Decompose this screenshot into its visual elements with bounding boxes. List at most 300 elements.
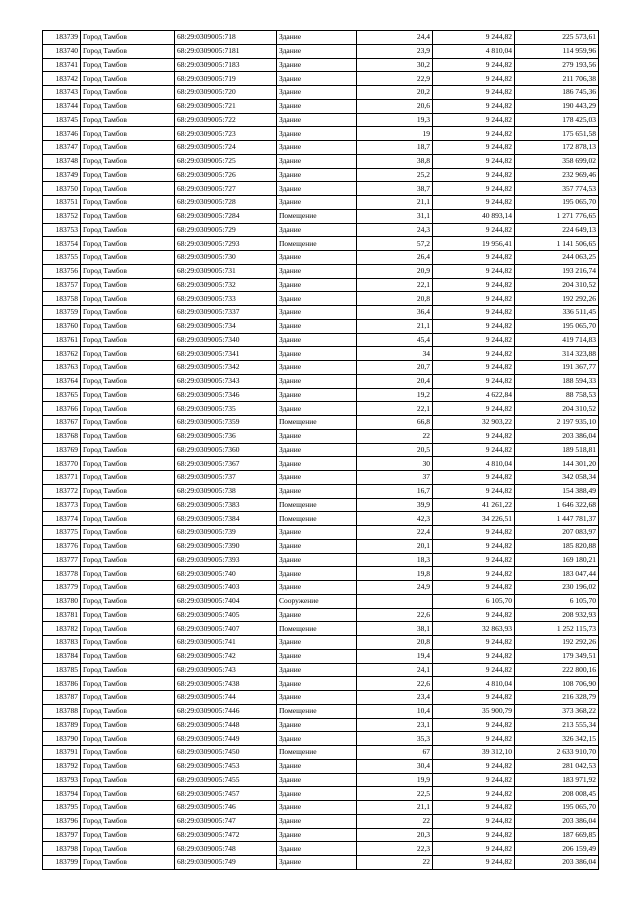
specific-value-cell: 9 244,82 xyxy=(433,553,515,567)
row-number-cell: 183796 xyxy=(43,814,81,828)
cadastral-number-cell: 68:29:0309005:740 xyxy=(175,567,277,581)
area-cell xyxy=(357,594,433,608)
locality-cell: Город Тамбов xyxy=(81,746,175,760)
locality-cell: Город Тамбов xyxy=(81,319,175,333)
cadastral-number-cell: 68:29:0309005:7284 xyxy=(175,209,277,223)
area-cell: 20,9 xyxy=(357,264,433,278)
cadastral-value-cell: 169 180,21 xyxy=(515,553,599,567)
row-number-cell: 183754 xyxy=(43,237,81,251)
specific-value-cell: 9 244,82 xyxy=(433,72,515,86)
specific-value-cell: 9 244,82 xyxy=(433,663,515,677)
table-row xyxy=(43,828,599,842)
cadastral-value-cell: 213 555,34 xyxy=(515,718,599,732)
row-number-cell: 183757 xyxy=(43,278,81,292)
object-type-cell: Здание xyxy=(277,526,357,540)
area-cell: 36,4 xyxy=(357,306,433,320)
object-type-cell: Помещение xyxy=(277,746,357,760)
cadastral-value-cell: 195 065,70 xyxy=(515,196,599,210)
cadastral-number-cell: 68:29:0309005:742 xyxy=(175,649,277,663)
object-type-cell: Помещение xyxy=(277,498,357,512)
area-cell: 20,5 xyxy=(357,443,433,457)
specific-value-cell: 32 903,22 xyxy=(433,416,515,430)
cadastral-value-cell: 222 800,16 xyxy=(515,663,599,677)
table-row xyxy=(43,306,599,320)
area-cell: 18,7 xyxy=(357,141,433,155)
object-type-cell: Здание xyxy=(277,113,357,127)
object-type-cell: Здание xyxy=(277,567,357,581)
row-number-cell: 183758 xyxy=(43,292,81,306)
object-type-cell: Здание xyxy=(277,154,357,168)
locality-cell: Город Тамбов xyxy=(81,759,175,773)
row-number-cell: 183780 xyxy=(43,594,81,608)
cadastral-number-cell: 68:29:0309005:7181 xyxy=(175,44,277,58)
cadastral-number-cell: 68:29:0309005:7404 xyxy=(175,594,277,608)
cadastral-value-cell: 191 367,77 xyxy=(515,361,599,375)
specific-value-cell: 9 244,82 xyxy=(433,99,515,113)
specific-value-cell: 9 244,82 xyxy=(433,347,515,361)
object-type-cell: Помещение xyxy=(277,237,357,251)
table-row xyxy=(43,581,599,595)
cadastral-value-cell: 6 105,70 xyxy=(515,594,599,608)
object-type-cell: Здание xyxy=(277,141,357,155)
specific-value-cell: 9 244,82 xyxy=(433,374,515,388)
area-cell: 35,3 xyxy=(357,732,433,746)
locality-cell: Город Тамбов xyxy=(81,677,175,691)
locality-cell: Город Тамбов xyxy=(81,649,175,663)
row-number-cell: 183748 xyxy=(43,154,81,168)
cadastral-value-cell: 225 573,61 xyxy=(515,31,599,45)
row-number-cell: 183765 xyxy=(43,388,81,402)
locality-cell: Город Тамбов xyxy=(81,237,175,251)
cadastral-value-cell: 175 651,58 xyxy=(515,127,599,141)
area-cell: 24,9 xyxy=(357,581,433,595)
cadastral-number-cell: 68:29:0309005:7403 xyxy=(175,581,277,595)
area-cell: 38,1 xyxy=(357,622,433,636)
locality-cell: Город Тамбов xyxy=(81,732,175,746)
locality-cell: Город Тамбов xyxy=(81,567,175,581)
specific-value-cell: 9 244,82 xyxy=(433,636,515,650)
locality-cell: Город Тамбов xyxy=(81,828,175,842)
row-number-cell: 183739 xyxy=(43,31,81,45)
locality-cell: Город Тамбов xyxy=(81,141,175,155)
area-cell: 20,4 xyxy=(357,374,433,388)
area-cell: 20,6 xyxy=(357,99,433,113)
row-number-cell: 183752 xyxy=(43,209,81,223)
locality-cell: Город Тамбов xyxy=(81,691,175,705)
table-body xyxy=(43,31,599,870)
cadastral-value-cell: 230 196,02 xyxy=(515,581,599,595)
object-type-cell: Здание xyxy=(277,649,357,663)
row-number-cell: 183767 xyxy=(43,416,81,430)
table-row xyxy=(43,333,599,347)
cadastral-number-cell: 68:29:0309005:731 xyxy=(175,264,277,278)
row-number-cell: 183759 xyxy=(43,306,81,320)
cadastral-value-cell: 114 959,96 xyxy=(515,44,599,58)
specific-value-cell: 39 312,10 xyxy=(433,746,515,760)
area-cell: 66,8 xyxy=(357,416,433,430)
table-row xyxy=(43,718,599,732)
object-type-cell: Здание xyxy=(277,677,357,691)
cadastral-number-cell: 68:29:0309005:726 xyxy=(175,168,277,182)
object-type-cell: Здание xyxy=(277,457,357,471)
row-number-cell: 183768 xyxy=(43,429,81,443)
area-cell: 45,4 xyxy=(357,333,433,347)
locality-cell: Город Тамбов xyxy=(81,86,175,100)
locality-cell: Город Тамбов xyxy=(81,718,175,732)
table-row xyxy=(43,264,599,278)
table-row xyxy=(43,99,599,113)
cadastral-number-cell: 68:29:0309005:739 xyxy=(175,526,277,540)
locality-cell: Город Тамбов xyxy=(81,801,175,815)
object-type-cell: Здание xyxy=(277,333,357,347)
locality-cell: Город Тамбов xyxy=(81,402,175,416)
cadastral-number-cell: 68:29:0309005:738 xyxy=(175,484,277,498)
cadastral-value-cell: 183 971,92 xyxy=(515,773,599,787)
row-number-cell: 183771 xyxy=(43,471,81,485)
cadastral-number-cell: 68:29:0309005:7407 xyxy=(175,622,277,636)
specific-value-cell: 4 810,04 xyxy=(433,44,515,58)
cadastral-number-cell: 68:29:0309005:7453 xyxy=(175,759,277,773)
table-row xyxy=(43,856,599,870)
object-type-cell: Здание xyxy=(277,347,357,361)
row-number-cell: 183744 xyxy=(43,99,81,113)
object-type-cell: Помещение xyxy=(277,512,357,526)
area-cell: 21,1 xyxy=(357,801,433,815)
specific-value-cell: 9 244,82 xyxy=(433,113,515,127)
specific-value-cell: 9 244,82 xyxy=(433,581,515,595)
object-type-cell: Здание xyxy=(277,99,357,113)
object-type-cell: Здание xyxy=(277,72,357,86)
locality-cell: Город Тамбов xyxy=(81,594,175,608)
cadastral-value-cell: 186 745,36 xyxy=(515,86,599,100)
cadastral-value-cell: 208 008,45 xyxy=(515,787,599,801)
area-cell: 21,1 xyxy=(357,196,433,210)
specific-value-cell: 9 244,82 xyxy=(433,608,515,622)
object-type-cell: Здание xyxy=(277,319,357,333)
locality-cell: Город Тамбов xyxy=(81,512,175,526)
object-type-cell: Здание xyxy=(277,718,357,732)
cadastral-number-cell: 68:29:0309005:7360 xyxy=(175,443,277,457)
cadastral-value-cell: 1 141 506,65 xyxy=(515,237,599,251)
specific-value-cell: 9 244,82 xyxy=(433,539,515,553)
area-cell: 22,5 xyxy=(357,787,433,801)
locality-cell: Город Тамбов xyxy=(81,814,175,828)
locality-cell: Город Тамбов xyxy=(81,787,175,801)
cadastral-number-cell: 68:29:0309005:723 xyxy=(175,127,277,141)
area-cell: 19,3 xyxy=(357,113,433,127)
specific-value-cell: 9 244,82 xyxy=(433,526,515,540)
row-number-cell: 183764 xyxy=(43,374,81,388)
object-type-cell: Здание xyxy=(277,402,357,416)
specific-value-cell: 9 244,82 xyxy=(433,402,515,416)
table-row xyxy=(43,113,599,127)
area-cell: 10,4 xyxy=(357,704,433,718)
area-cell: 22,1 xyxy=(357,402,433,416)
table-row xyxy=(43,814,599,828)
object-type-cell: Помещение xyxy=(277,416,357,430)
cadastral-value-cell: 208 932,93 xyxy=(515,608,599,622)
object-type-cell: Здание xyxy=(277,484,357,498)
area-cell: 19,9 xyxy=(357,773,433,787)
specific-value-cell: 4 810,04 xyxy=(433,457,515,471)
area-cell: 22,4 xyxy=(357,526,433,540)
cadastral-number-cell: 68:29:0309005:7383 xyxy=(175,498,277,512)
object-type-cell: Здание xyxy=(277,581,357,595)
area-cell: 30,2 xyxy=(357,58,433,72)
row-number-cell: 183792 xyxy=(43,759,81,773)
specific-value-cell: 9 244,82 xyxy=(433,361,515,375)
table-row xyxy=(43,223,599,237)
cadastral-number-cell: 68:29:0309005:7384 xyxy=(175,512,277,526)
row-number-cell: 183778 xyxy=(43,567,81,581)
object-type-cell: Помещение xyxy=(277,209,357,223)
specific-value-cell: 9 244,82 xyxy=(433,154,515,168)
object-type-cell: Здание xyxy=(277,31,357,45)
cadastral-value-cell: 207 083,97 xyxy=(515,526,599,540)
cadastral-value-cell: 192 292,26 xyxy=(515,636,599,650)
object-type-cell: Здание xyxy=(277,732,357,746)
row-number-cell: 183763 xyxy=(43,361,81,375)
cadastral-number-cell: 68:29:0309005:718 xyxy=(175,31,277,45)
cadastral-number-cell: 68:29:0309005:734 xyxy=(175,319,277,333)
cadastral-value-cell: 188 594,33 xyxy=(515,374,599,388)
specific-value-cell: 9 244,82 xyxy=(433,787,515,801)
cadastral-number-cell: 68:29:0309005:725 xyxy=(175,154,277,168)
area-cell: 39,9 xyxy=(357,498,433,512)
locality-cell: Город Тамбов xyxy=(81,842,175,856)
locality-cell: Город Тамбов xyxy=(81,168,175,182)
specific-value-cell: 9 244,82 xyxy=(433,691,515,705)
locality-cell: Город Тамбов xyxy=(81,72,175,86)
specific-value-cell: 4 810,04 xyxy=(433,677,515,691)
specific-value-cell: 9 244,82 xyxy=(433,31,515,45)
specific-value-cell: 9 244,82 xyxy=(433,127,515,141)
table-row xyxy=(43,278,599,292)
locality-cell: Город Тамбов xyxy=(81,457,175,471)
cadastral-value-cell: 178 425,03 xyxy=(515,113,599,127)
table-row xyxy=(43,319,599,333)
cadastral-number-cell: 68:29:0309005:7343 xyxy=(175,374,277,388)
table-row xyxy=(43,72,599,86)
area-cell: 38,7 xyxy=(357,182,433,196)
table-row xyxy=(43,361,599,375)
cadastral-number-cell: 68:29:0309005:7359 xyxy=(175,416,277,430)
specific-value-cell: 9 244,82 xyxy=(433,649,515,663)
cadastral-value-cell: 187 669,85 xyxy=(515,828,599,842)
specific-value-cell: 9 244,82 xyxy=(433,471,515,485)
cadastral-number-cell: 68:29:0309005:7342 xyxy=(175,361,277,375)
cadastral-value-cell: 108 706,90 xyxy=(515,677,599,691)
object-type-cell: Сооружение xyxy=(277,594,357,608)
specific-value-cell: 41 261,22 xyxy=(433,498,515,512)
cadastral-number-cell: 68:29:0309005:720 xyxy=(175,86,277,100)
specific-value-cell: 9 244,82 xyxy=(433,828,515,842)
locality-cell: Город Тамбов xyxy=(81,209,175,223)
object-type-cell: Здание xyxy=(277,182,357,196)
row-number-cell: 183751 xyxy=(43,196,81,210)
cadastral-value-cell: 185 820,88 xyxy=(515,539,599,553)
table-row xyxy=(43,787,599,801)
area-cell: 20,8 xyxy=(357,292,433,306)
area-cell: 19,4 xyxy=(357,649,433,663)
locality-cell: Город Тамбов xyxy=(81,58,175,72)
cadastral-value-cell: 204 310,52 xyxy=(515,278,599,292)
cadastral-number-cell: 68:29:0309005:736 xyxy=(175,429,277,443)
locality-cell: Город Тамбов xyxy=(81,127,175,141)
table-row xyxy=(43,44,599,58)
specific-value-cell: 9 244,82 xyxy=(433,86,515,100)
cadastral-number-cell: 68:29:0309005:7293 xyxy=(175,237,277,251)
specific-value-cell: 9 244,82 xyxy=(433,429,515,443)
locality-cell: Город Тамбов xyxy=(81,704,175,718)
table-row xyxy=(43,429,599,443)
table-row xyxy=(43,196,599,210)
locality-cell: Город Тамбов xyxy=(81,292,175,306)
locality-cell: Город Тамбов xyxy=(81,223,175,237)
table-row xyxy=(43,402,599,416)
cadastral-number-cell: 68:29:0309005:7472 xyxy=(175,828,277,842)
object-type-cell: Здание xyxy=(277,388,357,402)
object-type-cell: Здание xyxy=(277,814,357,828)
table-row xyxy=(43,663,599,677)
area-cell: 23,4 xyxy=(357,691,433,705)
area-cell: 22 xyxy=(357,814,433,828)
specific-value-cell: 9 244,82 xyxy=(433,251,515,265)
row-number-cell: 183760 xyxy=(43,319,81,333)
row-number-cell: 183794 xyxy=(43,787,81,801)
row-number-cell: 183782 xyxy=(43,622,81,636)
table-row xyxy=(43,636,599,650)
cadastral-value-cell: 183 047,44 xyxy=(515,567,599,581)
object-type-cell: Здание xyxy=(277,278,357,292)
row-number-cell: 183774 xyxy=(43,512,81,526)
cadastral-number-cell: 68:29:0309005:7457 xyxy=(175,787,277,801)
row-number-cell: 183761 xyxy=(43,333,81,347)
table-row xyxy=(43,746,599,760)
object-type-cell: Здание xyxy=(277,663,357,677)
row-number-cell: 183773 xyxy=(43,498,81,512)
cadastral-value-cell: 281 042,53 xyxy=(515,759,599,773)
specific-value-cell: 32 863,93 xyxy=(433,622,515,636)
object-type-cell: Здание xyxy=(277,801,357,815)
locality-cell: Город Тамбов xyxy=(81,608,175,622)
table-row xyxy=(43,622,599,636)
cadastral-value-cell: 358 699,02 xyxy=(515,154,599,168)
row-number-cell: 183756 xyxy=(43,264,81,278)
row-number-cell: 183742 xyxy=(43,72,81,86)
cadastral-number-cell: 68:29:0309005:7449 xyxy=(175,732,277,746)
cadastral-value-cell: 232 969,46 xyxy=(515,168,599,182)
cadastral-number-cell: 68:29:0309005:744 xyxy=(175,691,277,705)
area-cell: 24,1 xyxy=(357,663,433,677)
locality-cell: Город Тамбов xyxy=(81,31,175,45)
cadastral-number-cell: 68:29:0309005:7438 xyxy=(175,677,277,691)
object-type-cell: Здание xyxy=(277,429,357,443)
locality-cell: Город Тамбов xyxy=(81,443,175,457)
row-number-cell: 183788 xyxy=(43,704,81,718)
cadastral-value-cell: 203 386,04 xyxy=(515,856,599,870)
area-cell: 16,7 xyxy=(357,484,433,498)
table-row xyxy=(43,539,599,553)
locality-cell: Город Тамбов xyxy=(81,388,175,402)
object-type-cell: Здание xyxy=(277,58,357,72)
table-row xyxy=(43,443,599,457)
cadastral-number-cell: 68:29:0309005:7455 xyxy=(175,773,277,787)
locality-cell: Город Тамбов xyxy=(81,264,175,278)
area-cell: 23,1 xyxy=(357,718,433,732)
locality-cell: Город Тамбов xyxy=(81,773,175,787)
specific-value-cell: 9 244,82 xyxy=(433,773,515,787)
row-number-cell: 183743 xyxy=(43,86,81,100)
object-type-cell: Здание xyxy=(277,374,357,388)
cadastral-number-cell: 68:29:0309005:729 xyxy=(175,223,277,237)
cadastral-value-cell: 203 386,04 xyxy=(515,814,599,828)
specific-value-cell: 9 244,82 xyxy=(433,306,515,320)
cadastral-value-cell: 342 058,34 xyxy=(515,471,599,485)
area-cell: 20,8 xyxy=(357,636,433,650)
cadastral-number-cell: 68:29:0309005:722 xyxy=(175,113,277,127)
cadastral-number-cell: 68:29:0309005:7346 xyxy=(175,388,277,402)
cadastral-number-cell: 68:29:0309005:748 xyxy=(175,842,277,856)
row-number-cell: 183781 xyxy=(43,608,81,622)
area-cell: 30,4 xyxy=(357,759,433,773)
table-row xyxy=(43,759,599,773)
locality-cell: Город Тамбов xyxy=(81,154,175,168)
cadastral-value-cell: 88 758,53 xyxy=(515,388,599,402)
object-type-cell: Здание xyxy=(277,361,357,375)
row-number-cell: 183755 xyxy=(43,251,81,265)
cadastral-value-cell: 244 063,25 xyxy=(515,251,599,265)
cadastral-value-cell: 204 310,52 xyxy=(515,402,599,416)
cadastral-number-cell: 68:29:0309005:746 xyxy=(175,801,277,815)
area-cell: 22,1 xyxy=(357,278,433,292)
table-row xyxy=(43,154,599,168)
object-type-cell: Здание xyxy=(277,471,357,485)
object-type-cell: Здание xyxy=(277,44,357,58)
row-number-cell: 183741 xyxy=(43,58,81,72)
cadastral-number-cell: 68:29:0309005:7450 xyxy=(175,746,277,760)
object-type-cell: Здание xyxy=(277,127,357,141)
locality-cell: Город Тамбов xyxy=(81,622,175,636)
specific-value-cell: 9 244,82 xyxy=(433,443,515,457)
cadastral-value-cell: 1 447 781,37 xyxy=(515,512,599,526)
cadastral-number-cell: 68:29:0309005:747 xyxy=(175,814,277,828)
object-type-cell: Здание xyxy=(277,251,357,265)
cadastral-number-cell: 68:29:0309005:7340 xyxy=(175,333,277,347)
cadastral-value-cell: 373 368,22 xyxy=(515,704,599,718)
object-type-cell: Здание xyxy=(277,86,357,100)
object-type-cell: Здание xyxy=(277,553,357,567)
specific-value-cell: 9 244,82 xyxy=(433,196,515,210)
object-type-cell: Здание xyxy=(277,842,357,856)
cadastral-number-cell: 68:29:0309005:727 xyxy=(175,182,277,196)
locality-cell: Город Тамбов xyxy=(81,581,175,595)
specific-value-cell: 9 244,82 xyxy=(433,801,515,815)
table-row xyxy=(43,31,599,45)
table-row xyxy=(43,416,599,430)
row-number-cell: 183776 xyxy=(43,539,81,553)
row-number-cell: 183772 xyxy=(43,484,81,498)
area-cell: 18,3 xyxy=(357,553,433,567)
table-row xyxy=(43,498,599,512)
area-cell: 22,6 xyxy=(357,677,433,691)
row-number-cell: 183750 xyxy=(43,182,81,196)
cadastral-number-cell: 68:29:0309005:741 xyxy=(175,636,277,650)
cadastral-value-cell: 224 649,13 xyxy=(515,223,599,237)
area-cell: 22 xyxy=(357,429,433,443)
row-number-cell: 183784 xyxy=(43,649,81,663)
object-type-cell: Здание xyxy=(277,539,357,553)
